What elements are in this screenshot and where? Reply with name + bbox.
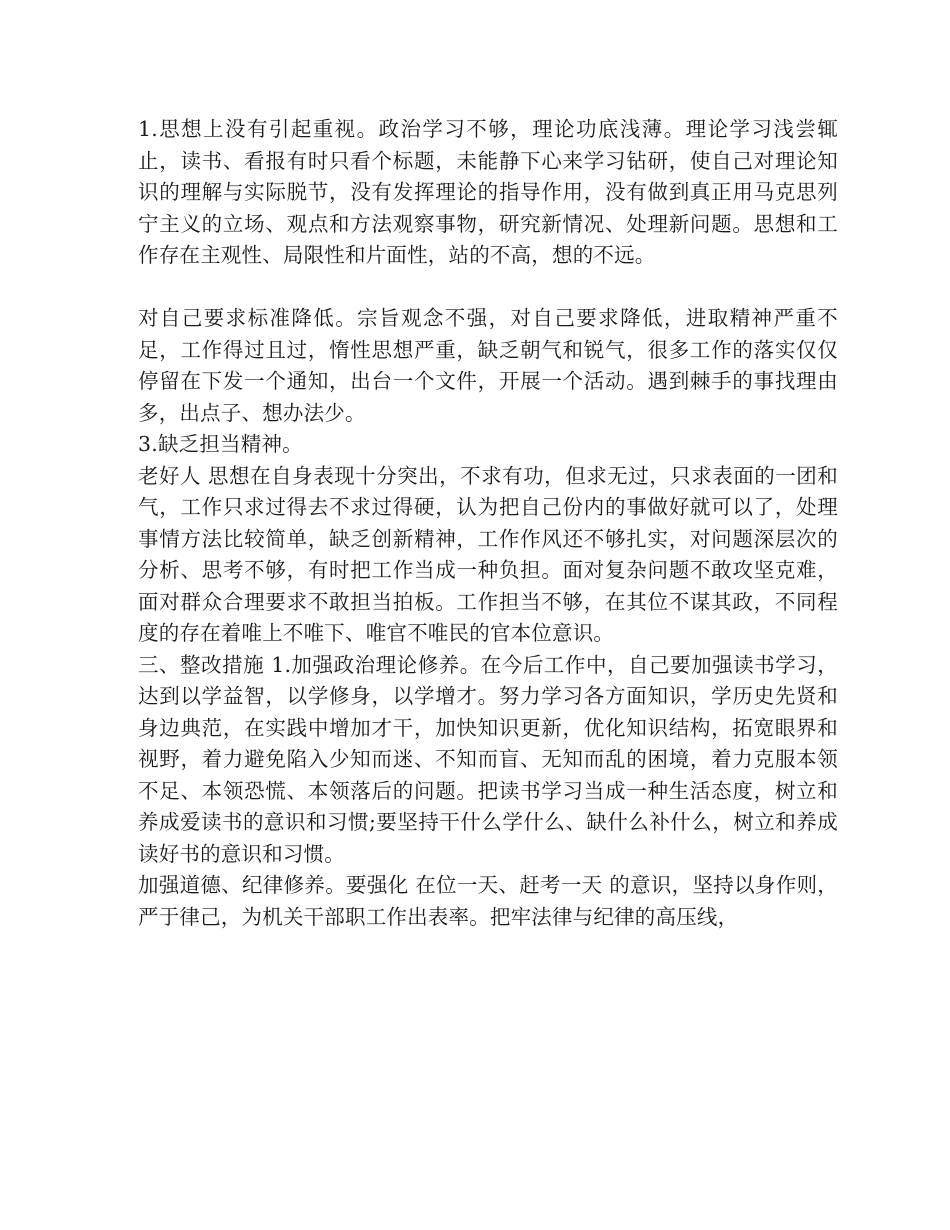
paragraph-heading-responsibility: 3.缺乏担当精神。 bbox=[138, 432, 303, 456]
paragraph-ideological-attention: 1.思想上没有引起重视。政治学习不够，理论功底浅薄。理论学习浅尝辄止，读书、看报有时只看个标题，未能静下心来学习钻研，使自己对理论知识的理解与实际脱节，没有发挥理论的指导作用，没有做到真正用马克思列宁主义的立场、观点和方法观察事物，研究新情况、处理新问题。思想和工作存在主观性、局限性和片面性，站的不高，想的不远。 bbox=[138, 117, 838, 267]
document-body bbox=[138, 114, 838, 933]
paragraph-rectification-measures: 三、整改措施 1.加强政治理论修养。在今后工作中，自己要加强读书学习，达到以学益智，以学修身，以学增才。努力学习各方面知识，学历史先贤和身边典范，在实践中增加才干，加快知识更新，优化知识结构，拓宽眼界和视野，着力避免陷入少知而迷、不知而盲、无知而乱的困境，着力克服本领不足、本领恐慌、本领落后的问题。把读书学习当成一种生活态度，树立和养成爱读书的意识和习惯;要坚持干什么学什么、缺什么补什么，树立和养成读好书的意识和习惯。 bbox=[138, 652, 838, 866]
paragraph-lowered-standards: 对自己要求标准降低。宗旨观念不强，对自己要求降低，进取精神严重不足，工作得过且过，惰性思想严重，缺乏朝气和锐气，很多工作的落实仅仅停留在下发一个通知，出台一个文件，开展一个活动。遇到棘手的事找理由多，出点子、想办法少。 bbox=[138, 306, 838, 425]
paragraph-people-pleaser: 老好人 思想在自身表现十分突出，不求有功，但求无过，只求表面的一团和气，工作只求过得去不求过得硬，认为把自己份内的事做好就可以了，处理事情方法比较简单，缺乏创新精神，工作作风还不够扎实，对问题深层次的分析、思考不够，有时把工作当成一种负担。面对复杂问题不敢攻坚克难，面对群众合理要求不敢担当拍板。工作担当不够，在其位不谋其政，不同程度的存在着唯上不唯下、唯官不唯民的官本位意识。 bbox=[138, 463, 838, 645]
paragraph-spacer bbox=[138, 272, 838, 304]
paragraph-moral-discipline: 加强道德、纪律修养。要强化 在位一天、赶考一天 的意识，坚持以身作则，严于律己，为机关干部职工作出表率。把牢法律与纪律的高压线， bbox=[138, 873, 838, 929]
